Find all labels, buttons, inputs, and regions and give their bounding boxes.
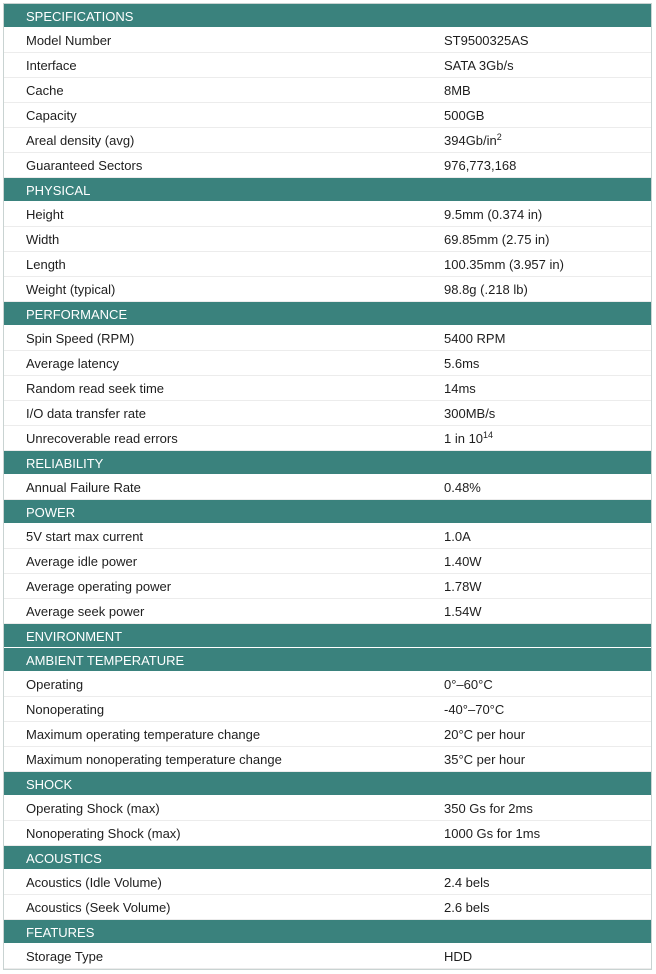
section-header: ACOUSTICS bbox=[4, 846, 651, 870]
spec-row bbox=[4, 475, 651, 500]
spec-row bbox=[4, 53, 651, 78]
spec-value-text: 350 Gs for 2ms bbox=[444, 801, 533, 816]
spec-value bbox=[444, 475, 481, 500]
spec-value-text: HDD bbox=[444, 949, 473, 964]
spec-value-text: 1.78W bbox=[444, 579, 482, 594]
spec-value-text: 0°–60°C bbox=[444, 677, 493, 692]
spec-label: Areal density (avg) bbox=[26, 133, 135, 148]
spec-label: Average seek power bbox=[26, 604, 145, 619]
spec-label: Nonoperating Shock (max) bbox=[26, 826, 181, 841]
spec-label: 5V start max current bbox=[26, 529, 144, 544]
spec-label: Operating bbox=[26, 677, 84, 692]
spec-value bbox=[444, 103, 484, 128]
section-header: AMBIENT TEMPERATURE bbox=[4, 648, 651, 672]
spec-row bbox=[4, 153, 651, 178]
spec-label: Average idle power bbox=[26, 554, 138, 569]
spec-value bbox=[444, 351, 479, 376]
spec-label: Interface bbox=[26, 58, 77, 73]
section-header: RELIABILITY bbox=[4, 451, 651, 475]
spec-label: Random read seek time bbox=[26, 381, 165, 396]
spec-row bbox=[4, 599, 651, 624]
spec-row bbox=[4, 722, 651, 747]
spec-row bbox=[4, 672, 651, 697]
spec-row bbox=[4, 401, 651, 426]
spec-value-text: 976,773,168 bbox=[444, 158, 517, 173]
spec-sheet bbox=[3, 3, 652, 970]
spec-value bbox=[444, 326, 505, 351]
spec-value-text: 2.4 bels bbox=[444, 875, 490, 890]
spec-value-text: 69.85mm (2.75 in) bbox=[444, 232, 550, 247]
spec-value bbox=[444, 574, 482, 599]
spec-row bbox=[4, 351, 651, 376]
spec-value-text: 35°C per hour bbox=[444, 752, 526, 767]
spec-row bbox=[4, 549, 651, 574]
spec-value bbox=[444, 944, 472, 969]
spec-value-text: -40°–70°C bbox=[444, 702, 505, 717]
section-header: PERFORMANCE bbox=[4, 302, 651, 326]
section-header: SHOCK bbox=[4, 772, 651, 796]
spec-label: Annual Failure Rate bbox=[26, 480, 141, 495]
spec-label: Capacity bbox=[26, 108, 77, 123]
spec-row bbox=[4, 28, 651, 53]
spec-label: I/O data transfer rate bbox=[26, 406, 146, 421]
spec-label: Average operating power bbox=[26, 579, 172, 594]
spec-label: Nonoperating bbox=[26, 702, 105, 717]
spec-value-text: SATA 3Gb/s bbox=[444, 58, 514, 73]
spec-label: Width bbox=[26, 232, 60, 247]
spec-value bbox=[444, 252, 564, 277]
spec-value bbox=[444, 747, 525, 772]
spec-row bbox=[4, 103, 651, 128]
spec-value bbox=[444, 28, 529, 53]
spec-value-text: 20°C per hour bbox=[444, 727, 526, 742]
spec-value-text: 5.6ms bbox=[444, 356, 480, 371]
spec-label: Acoustics (Idle Volume) bbox=[26, 875, 162, 890]
spec-row bbox=[4, 202, 651, 227]
spec-value bbox=[444, 796, 533, 821]
spec-value-text: 394Gb/in bbox=[444, 133, 497, 148]
spec-row bbox=[4, 574, 651, 599]
spec-value bbox=[444, 227, 550, 252]
spec-row bbox=[4, 326, 651, 351]
spec-row bbox=[4, 697, 651, 722]
spec-value-text: 1 in 10 bbox=[444, 431, 484, 446]
spec-value bbox=[444, 128, 502, 153]
spec-value-text: 100.35mm (3.957 in) bbox=[444, 257, 564, 272]
section-header: SPECIFICATIONS bbox=[4, 4, 651, 28]
section-header: FEATURES bbox=[4, 920, 651, 944]
spec-label: Length bbox=[26, 257, 66, 272]
spec-value-exponent: 2 bbox=[496, 132, 502, 142]
spec-value bbox=[444, 277, 528, 302]
spec-row bbox=[4, 524, 651, 549]
spec-value-text: 500GB bbox=[444, 108, 485, 123]
spec-label: Guaranteed Sectors bbox=[26, 158, 143, 173]
spec-label: Operating Shock (max) bbox=[26, 801, 160, 816]
spec-value bbox=[444, 53, 514, 78]
spec-value-exponent: 14 bbox=[483, 430, 494, 440]
spec-value bbox=[444, 401, 495, 426]
spec-value-text: 1.0A bbox=[444, 529, 471, 544]
spec-value bbox=[444, 78, 471, 103]
spec-label: Acoustics (Seek Volume) bbox=[26, 900, 171, 915]
spec-row bbox=[4, 252, 651, 277]
spec-row bbox=[4, 944, 651, 969]
spec-value-text: 5400 RPM bbox=[444, 331, 506, 346]
spec-label: Height bbox=[26, 207, 64, 222]
spec-value bbox=[444, 697, 504, 722]
spec-value-text: 0.48% bbox=[444, 480, 481, 495]
spec-value bbox=[444, 426, 493, 451]
spec-value bbox=[444, 599, 482, 624]
spec-value-text: 300MB/s bbox=[444, 406, 496, 421]
spec-row bbox=[4, 277, 651, 302]
spec-value bbox=[444, 821, 540, 846]
spec-value-text: 9.5mm (0.374 in) bbox=[444, 207, 543, 222]
spec-row bbox=[4, 747, 651, 772]
spec-label: Model Number bbox=[26, 33, 112, 48]
spec-label: Cache bbox=[26, 83, 64, 98]
spec-value bbox=[444, 202, 542, 227]
spec-value bbox=[444, 376, 476, 401]
spec-row bbox=[4, 796, 651, 821]
spec-label: Storage Type bbox=[26, 949, 104, 964]
spec-label: Maximum nonoperating temperature change bbox=[26, 752, 282, 767]
section-header: ENVIRONMENT bbox=[4, 624, 651, 648]
spec-value-text: 1.40W bbox=[444, 554, 482, 569]
spec-value bbox=[444, 672, 493, 697]
spec-label: Weight (typical) bbox=[26, 282, 116, 297]
spec-value-text: 98.8g (.218 lb) bbox=[444, 282, 528, 297]
section-header: POWER bbox=[4, 500, 651, 524]
spec-value bbox=[444, 153, 516, 178]
spec-value-text: 8MB bbox=[444, 83, 471, 98]
spec-value bbox=[444, 722, 525, 747]
spec-row bbox=[4, 426, 651, 451]
spec-row bbox=[4, 895, 651, 920]
spec-value-text: 1000 Gs for 1ms bbox=[444, 826, 541, 841]
spec-value-text: 14ms bbox=[444, 381, 476, 396]
spec-value bbox=[444, 549, 482, 574]
spec-row bbox=[4, 376, 651, 401]
spec-label: Spin Speed (RPM) bbox=[26, 331, 135, 346]
spec-value bbox=[444, 524, 471, 549]
spec-value-text: 1.54W bbox=[444, 604, 482, 619]
spec-label: Maximum operating temperature change bbox=[26, 727, 261, 742]
spec-label: Unrecoverable read errors bbox=[26, 431, 178, 446]
spec-row bbox=[4, 78, 651, 103]
spec-value bbox=[444, 895, 490, 920]
section-header: PHYSICAL bbox=[4, 178, 651, 202]
spec-value bbox=[444, 870, 490, 895]
spec-row bbox=[4, 821, 651, 846]
spec-value-text: ST9500325AS bbox=[444, 33, 529, 48]
spec-row bbox=[4, 870, 651, 895]
spec-value-text: 2.6 bels bbox=[444, 900, 490, 915]
spec-label: Average latency bbox=[26, 356, 119, 371]
spec-row bbox=[4, 128, 651, 153]
spec-row bbox=[4, 227, 651, 252]
